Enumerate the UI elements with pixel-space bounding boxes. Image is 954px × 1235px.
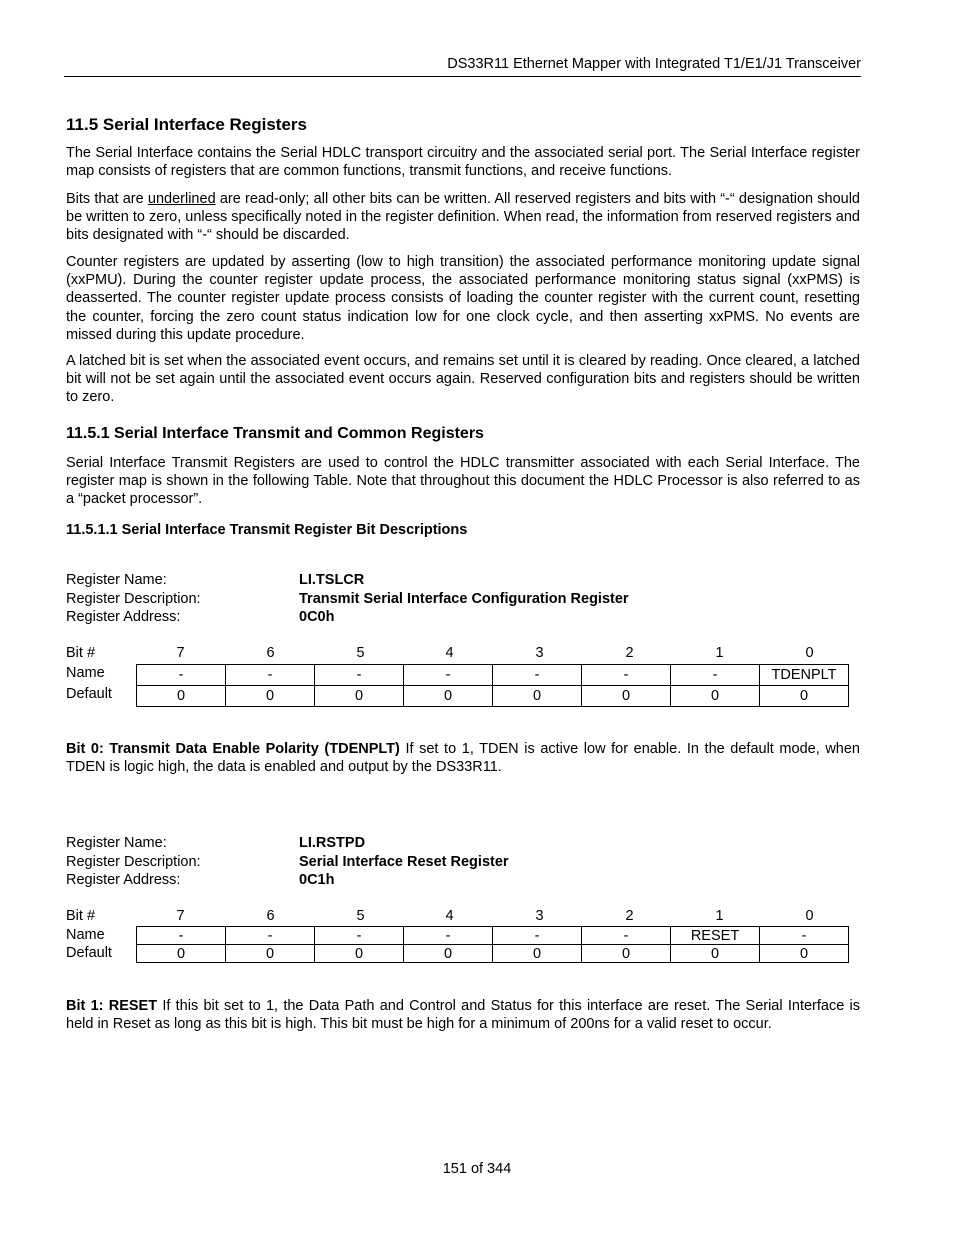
page-number: 151 of 344 bbox=[442, 1161, 512, 1177]
bit-number: 3 bbox=[535, 908, 544, 924]
register-description-label: Register Description: bbox=[66, 854, 201, 870]
register-name-value: LI.TSLCR bbox=[299, 572, 365, 588]
bit-names-row bbox=[137, 665, 849, 686]
bit-number: 6 bbox=[266, 908, 275, 924]
bit-number: 0 bbox=[805, 908, 814, 924]
bit-name-cell: - bbox=[404, 665, 493, 686]
bit-defaults-row bbox=[137, 686, 849, 707]
bit-number: 6 bbox=[266, 645, 275, 661]
bit-description-text: If this bit set to 1, the Data Path and Control and Status for this interface are reset. The Serial Interface is held in Reset as long as this bit is high. This bit must be high for a minimum of 200ns for a valid reset to occur. bbox=[66, 998, 860, 1033]
bit-description-text: If set to 1, TDEN is active low for enable. In the default mode, when TDEN is logic high, the data is enabled and output by the DS33R11. bbox=[66, 741, 860, 776]
bit-defaults-row bbox=[137, 945, 849, 963]
bit-names-row bbox=[137, 927, 849, 945]
bit-name-cell: - bbox=[671, 665, 760, 686]
register-name-label: Register Name: bbox=[66, 835, 167, 851]
header-rule bbox=[64, 76, 861, 77]
bit-number: 0 bbox=[805, 645, 814, 661]
bit-default-cell: 0 bbox=[493, 945, 582, 963]
bit-name-cell: - bbox=[582, 927, 671, 945]
bit-name-cell: - bbox=[315, 665, 404, 686]
register-name-label: Register Name: bbox=[66, 572, 167, 588]
bit-description bbox=[66, 740, 860, 776]
para2-post: are read-only; all other bits can be written. All reserved registers and bits with “-“ designation should be written to zero, unless specifically noted in the register definition. When read, the information from reserved registers and bits designated with “-“ should be discarded. bbox=[66, 191, 860, 244]
para2-pre: Bits that are bbox=[66, 191, 148, 207]
bit-table bbox=[136, 926, 849, 963]
bit-default-cell: 0 bbox=[226, 686, 315, 707]
bit-name-cell: - bbox=[315, 927, 404, 945]
subsection-heading: 11.5.1 Serial Interface Transmit and Common Registers bbox=[66, 425, 484, 442]
bit-default-cell: 0 bbox=[582, 945, 671, 963]
bit-name-cell: - bbox=[226, 927, 315, 945]
bit-default-cell: 0 bbox=[137, 945, 226, 963]
bit-name-cell: - bbox=[404, 927, 493, 945]
bit-default-cell: 0 bbox=[315, 945, 404, 963]
bit-default-cell: 0 bbox=[582, 686, 671, 707]
bit-default-cell: 0 bbox=[137, 686, 226, 707]
bit-number: 4 bbox=[445, 645, 454, 661]
section-paragraph-2 bbox=[66, 190, 860, 245]
bit-description-title: Bit 0: Transmit Data Enable Polarity (TDENPLT) bbox=[66, 741, 400, 757]
bit-default-cell: 0 bbox=[315, 686, 404, 707]
bit-number: 4 bbox=[445, 908, 454, 924]
name-row-label: Name bbox=[66, 927, 105, 943]
bit-name-cell: - bbox=[137, 665, 226, 686]
subsection-paragraph: Serial Interface Transmit Registers are used to control the HDLC transmitter associated with each Serial Interface. The register map is shown in the following Table. Note that throughout this document the HDLC Processor is also referred to as a “packet processor”. bbox=[66, 455, 860, 508]
bit-number: 1 bbox=[715, 645, 724, 661]
default-row-label: Default bbox=[66, 945, 112, 961]
bit-name-cell: RESET bbox=[671, 927, 760, 945]
subsubsection-heading: 11.5.1.1 Serial Interface Transmit Register Bit Descriptions bbox=[66, 522, 468, 538]
bit-table bbox=[136, 664, 849, 707]
default-row-label: Default bbox=[66, 686, 112, 702]
underlined-term: underlined bbox=[147, 191, 216, 207]
bit-number: 7 bbox=[176, 645, 185, 661]
bit-name-cell: - bbox=[226, 665, 315, 686]
name-row-label: Name bbox=[66, 665, 105, 681]
bit-name-cell: - bbox=[493, 927, 582, 945]
bit-row-label: Bit # bbox=[66, 645, 96, 661]
bit-default-cell: 0 bbox=[671, 686, 760, 707]
bit-name-cell: - bbox=[137, 927, 226, 945]
bit-description bbox=[66, 997, 860, 1033]
section-paragraph-4: A latched bit is set when the associated event occurs, and remains set until it is cleared by reading. Once cleared, a latched bit will not be set again until the associated event occurs again. Reserved configuration bits and registers should be written to zero. bbox=[66, 353, 860, 406]
register-description-value: Transmit Serial Interface Configuration Register bbox=[299, 591, 629, 607]
bit-number: 5 bbox=[356, 908, 365, 924]
bit-default-cell: 0 bbox=[671, 945, 760, 963]
section-paragraph-3: Counter registers are updated by asserting (low to high transition) the associated performance monitoring update signal (xxPMU). During the counter register update process, the associated performance monitoring status signal (xxPMS) is deasserted. The counter register update process consists of loading the counter register with the current count, resetting the counter, forcing the zero count status indication low for one clock cycle, and then asserting xxPMS. No events are missed during this update procedure. bbox=[66, 254, 860, 343]
bit-default-cell: 0 bbox=[760, 686, 849, 707]
bit-name-cell: - bbox=[493, 665, 582, 686]
bit-default-cell: 0 bbox=[404, 945, 493, 963]
register-address-label: Register Address: bbox=[66, 609, 181, 625]
bit-number: 2 bbox=[625, 908, 634, 924]
bit-default-cell: 0 bbox=[226, 945, 315, 963]
section-heading: 11.5 Serial Interface Registers bbox=[66, 115, 307, 134]
register-address-value: 0C1h bbox=[299, 872, 335, 888]
bit-default-cell: 0 bbox=[493, 686, 582, 707]
bit-name-cell: - bbox=[760, 927, 849, 945]
register-description-label: Register Description: bbox=[66, 591, 201, 607]
page-header: DS33R11 Ethernet Mapper with Integrated T1/E1/J1 Transceiver bbox=[447, 56, 861, 72]
bit-name-cell: - bbox=[582, 665, 671, 686]
bit-number: 3 bbox=[535, 645, 544, 661]
bit-description-title: Bit 1: RESET bbox=[66, 998, 158, 1014]
bit-number: 5 bbox=[356, 645, 365, 661]
bit-default-cell: 0 bbox=[760, 945, 849, 963]
bit-number: 1 bbox=[715, 908, 724, 924]
bit-row-label: Bit # bbox=[66, 908, 96, 924]
section-paragraph-1: The Serial Interface contains the Serial HDLC transport circuitry and the associated serial port. The Serial Interface register map consists of registers that are common functions, transmit functions, and receive functions. bbox=[66, 145, 860, 180]
register-address-label: Register Address: bbox=[66, 872, 181, 888]
bit-default-cell: 0 bbox=[404, 686, 493, 707]
register-description-value: Serial Interface Reset Register bbox=[299, 854, 509, 870]
register-name-value: LI.RSTPD bbox=[299, 835, 366, 851]
bit-name-cell: TDENPLT bbox=[760, 665, 849, 686]
register-address-value: 0C0h bbox=[299, 609, 335, 625]
bit-number: 7 bbox=[176, 908, 185, 924]
bit-number: 2 bbox=[625, 645, 634, 661]
